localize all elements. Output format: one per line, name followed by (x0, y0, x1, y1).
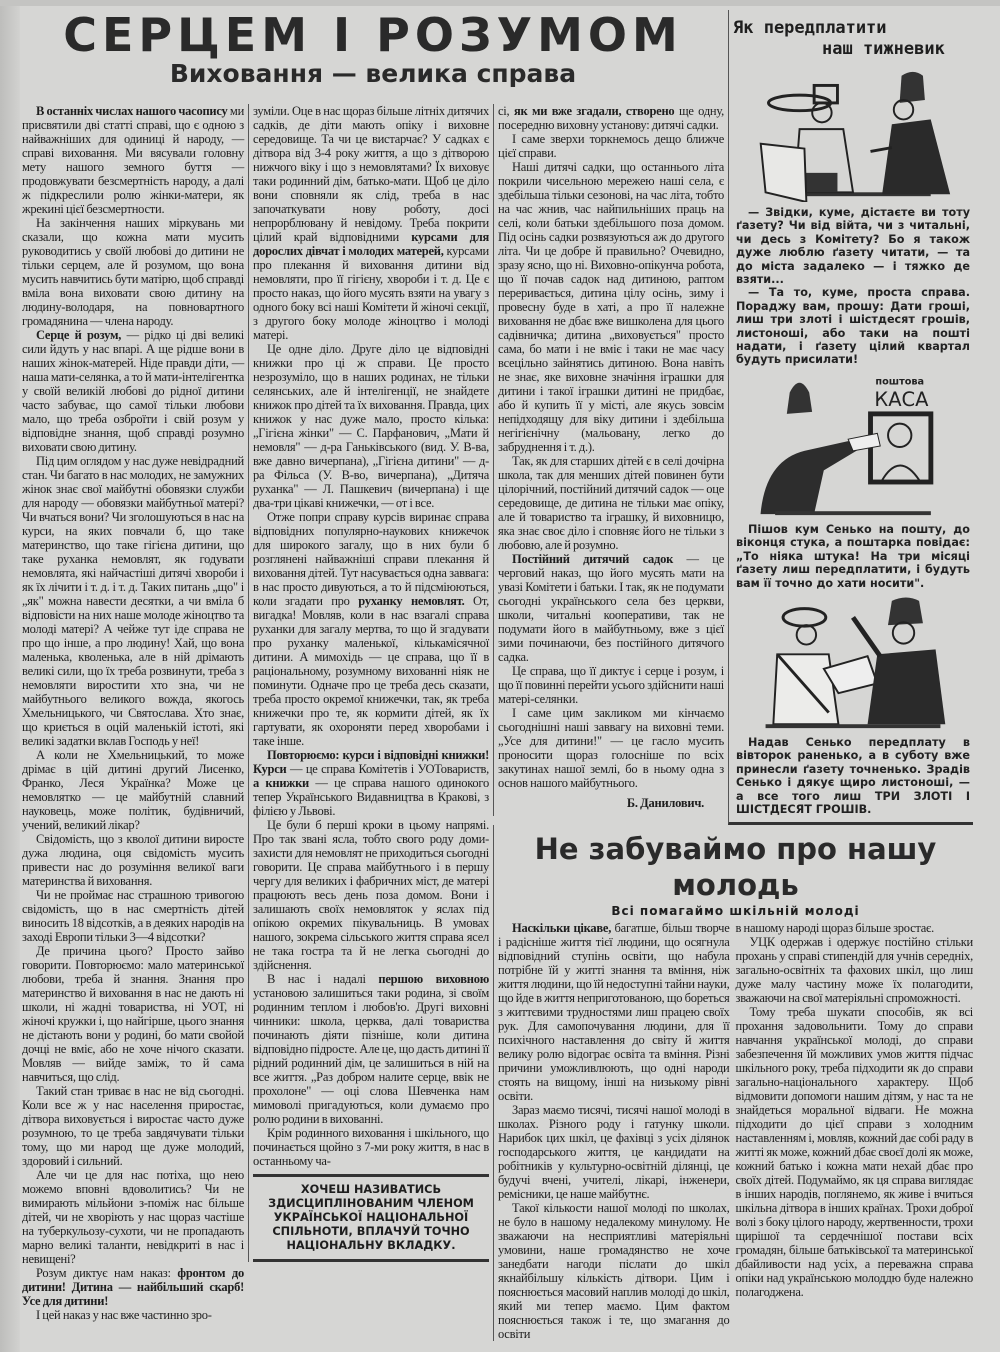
subscription-title-line1: Як передплатити (733, 18, 887, 38)
paragraph (498, 160, 724, 454)
article-header (22, 10, 724, 94)
paragraph-lead: Серце й розум, (36, 327, 122, 342)
paragraph (253, 510, 489, 748)
illustration-post-office-window (753, 373, 953, 519)
paragraph-text: Це були б перші кроки в цьому напрямі. Про так звані ясла, тобто свого роду доми-захисти для немовлят не приходиться сьогодні говорити. Це справа майбутнього і в першу чергу для великих і фабричних міст, де матері працюють весь день поза домом. Вони і залишають своїх немовляток у яслах під опікою окремих пікувальниць. В умовах нашого, зокрема сільського життя справа ясел не така гостра та й не легка сьогодні до здійснення. (253, 817, 489, 972)
paragraph-text: зуміли. Оце в нас щораз більше літніх дитячих садків, де діти мають опіку і виховне середовище. Та чи це вистарчає? У садках є дітвора від 3-4 року життя, а що з дітворою нижчого віку і що з немовлятами? Їх виховує таки родинний дім, батько-мати. Щоб це діло вони сповняли як слід, треба в нас започаткувати нову роботу, досі непрорблювану й невідому. Треба покрити цілий край відповідними (253, 103, 489, 244)
paragraph-text: ще одну, посередню виховну установу: дитячі садки. (498, 103, 724, 132)
paragraph (736, 935, 974, 1005)
article-column-2-wrap (248, 104, 489, 1262)
paragraph-text: Під цим оглядом у нас дуже невідрадний стан. Чи багато в нас молодих, не замужних жінок знає свої майбутні обовязки служби для народу — обовязки майбутньої матері? Чи вчаться вони? Чи зголошуються в нас на курси, на яких повчали б, що таке материнство, що таке гігієна дитини, що таке руханка немовлят, як годувати немовлята, які найчастіші дитячі хвороби і як їх лічити і т. д. і т. д. Таких питань „що" і „як" можна навести десятки, а чи вміла б відповісти на них наше молоде жіноцтво та молоді матері? А чейже тут іде справа не про що інше, а про людину! Хай, що вона маленька, кволенька, але в ній дрімають великі сили, що їх треба розвинути, треба з немовляти виростити хто зна, чи не майбутнього великого вожда, якогось Хмельницького, чи Святослава. Хто знає, що криється в оцій маленькій істоті, які великі задатки вклав Господь у неї! (22, 453, 244, 748)
paragraph (22, 1266, 244, 1308)
article-title: СЕРЦЕМ І РОЗУМОМ (63, 8, 683, 62)
paragraph (22, 944, 244, 1084)
paragraph (498, 664, 724, 706)
illustration-two-men-newspaper (743, 66, 963, 202)
paragraph-text: — це черговий наказ, що його мусять мати на увазі Комітети і батьки. І так, як не подумати сьогодні українського села без церкви, школи, читальні кооперативи, так не подумати його в майбутньому, вже з цієї зими починаючи, без постійного дитячого садка. (498, 551, 724, 664)
national-contribution-notice: ХОЧЕШ НАЗИВАТИСЬ ЗДИСЦИПЛІНОВАНИМ ЧЛЕНОМ УКРАЇНСЬКОЇ НАЦІОНАЛЬНОЇ СПІЛЬНОТИ, ВПЛАЧУЙ ТОЧНО НАЦІОНАЛЬНУ ВКЛАДКУ. (253, 1174, 489, 1262)
paragraph (736, 921, 974, 935)
paragraph-text: Такої кількости нашої молоді по школах, не було в нашому недалекому минулому. Не зважаючи на несприятливі матеріяльні умовини, наше громадянство не хоче занедбати нагоди післати до шкіл якнайбільшу кількість дітвори. Цим і пояснюється масовий наплив молоді до шкіл, який ми тепер маємо. Цим фактом пояснюється також і те, що змагання до освіти (498, 1201, 730, 1342)
paragraph-text: Такий стан триває в нас не від сьогодні. Коли все ж у нас населення приростає, дітвора виховується і виростає часто дуже розумною, то це треба завдячувати тільки тому, що ми народ ще дуже молодий, здоровий і сильний. (22, 1083, 244, 1168)
article2-column-2 (736, 921, 974, 1341)
paragraph (253, 972, 489, 1126)
paragraph-text: Розум диктує нам наказ: (36, 1265, 178, 1280)
author-signature: Б. Данилович. (626, 795, 704, 810)
paragraph-lead: Наскільки цікаве, (512, 921, 612, 936)
paragraph-text: Тому треба шукати способів, як всі прохання задовольнити. Тому до справи навчання української молоді, до справи забезпечення їй можливих умов життя підчас шкільного року, треба підходити як до справи загально-національного характеру. Щоб відмовити допомоги нашим дітям, у нас та не знайдеться моральної відваги. Не можна підходити до цієї справи з холодним наставленням і, мовляв, кожний дає собі раду в житті як може, кожний дбає своєї долі як може, кожний батько і кожна мати нехай дбає про своїх дітей. Подумаймо, як ця справа виглядає в інших народів, поглянемо, як живе і вчиться шкільна дітвора в інших країнах. Трохи доброї волі з боку цілого народу, жертвенности, трохи щирішої та сердечнішої постави всіх громадян, більше батьківської та материнської дбайливости над усіх, а переважна справа опіки над українською молоддю буде належно полагоджена. (735, 1005, 973, 1300)
paragraph-text: сі, (498, 103, 514, 118)
paragraph-emphasis: курсами для дорослих дівчат і молодих матерей, (253, 229, 489, 258)
paragraph (22, 888, 244, 944)
paragraph (736, 1005, 974, 1299)
paragraph-text: Це справа, що її диктує і серце і розум, і що її повинні перейти усього здійснити наші матері-селянки. (498, 663, 724, 706)
paragraph (498, 104, 724, 132)
paragraph-lead: Повторюємо: курси і відповідні книжки! Курси (253, 747, 489, 776)
paragraph-text: в нашому народі щораз більше зростає. (735, 921, 935, 936)
article2 (493, 825, 973, 1341)
paragraph (22, 748, 244, 832)
paragraph-text: установою залишиться таки родина, зі своїм родинним теплом і любов'ю. Другі виховні чинники: школа, церква, далі товариства починають діяти пізніше, коли дитина відповідно підросте. Але це, що дасть дитині її рідний родинний дім, це залишиться в ній на все життя. „Раз добром налите серце, ввік не прохолоне" — оці слова Шевченка нам мимоволі пригадуються, коли думаємо про ролю родини в вихованні. (253, 985, 489, 1126)
paragraph-emphasis: фронтом до дитини! Дитина — найбільший скарб! Усе для дитини! (22, 1265, 244, 1308)
paragraph-text: Крім родинного виховання і шкільного, що починається щойно з 7-ми року життя, в нас в останньому ча- (253, 1125, 489, 1168)
paragraph (22, 1084, 244, 1168)
paragraph (22, 832, 244, 888)
article2-columns (498, 921, 973, 1341)
paragraph (498, 552, 724, 664)
subscription-caption-3 (733, 736, 973, 816)
paragraph-text: багатше, більш творче і радісніше життя тієї людини, що осягнула відповідний ступінь освіти, що набула потрібне їй у житті знання та вміння, ніж життя людини, що їй недоступні тайни науки, що йде в життя неприготованою, що бореться з життєвими трудностями лиш працею своїх рук. Для самопочування людини, для її психічного наставлення до світу й життя велику ролю відограє освіта та вміння. Різні причини уможливлюють, що одні народи стоять на вищому, інші на низькому рівні освіти. (498, 921, 730, 1104)
paragraph-text: Зараз маємо тисячі, тисячі нашої молоді в школах. Різного роду і гатунку школи. Нарибок цих шкіл, це фахівці з усіх ділянок господарського життя, це кандидати на робітників у культурно-освітній ділянці, це будучі вчені, учителі, лікарі, інженери, ремісники, це наше майбутнє. (498, 1103, 730, 1202)
paragraph-emphasis: а книжки (253, 775, 309, 790)
post-sign: КАСА (874, 387, 929, 411)
caption-line: — Та то, куме, проста справа. Пораджу вам, прошу: Дати гроші, лиш три злоті і шістдесят грошів, листоноші, або таки на пошті надати, і ґазету цілий квартал будуть присилати! (736, 286, 970, 367)
paragraph (498, 921, 730, 1103)
paragraph-emphasis: першою виховною (378, 971, 489, 986)
paragraph (253, 342, 489, 510)
paragraph-text: Чи не проймає нас страшною тривогою свідомість, що в нас смертність дітей виносить 18 відсотків, а в деяких народів на заході Европи тільки 3—4 відсотки? (22, 887, 244, 944)
paragraph (498, 454, 724, 552)
paragraph (498, 1103, 730, 1201)
paragraph-lead: В останніх числах нашого часопису (36, 103, 228, 118)
paragraph-text: — рідко ці дві великі сили йдуть у нас впарі. А ще рідше вони в наших жінок-матерей. Ніде правди діти, — наша мати-селянка, а то й мати-інтелігентка у своїй великій любові до рідної дитини часто забуває, що самої тільки любови мало, що треба озброїти і свій розум у відповідне знання, щоб справді розумно виховати свою дитину. (22, 327, 244, 454)
paragraph-text: В нас і надалі (267, 971, 379, 986)
paragraph-text: УЦК одержав і одержує постійно стільки прохань у справі стипендій для учнів середніх, загально-освітніх та фахових шкіл, що лиш дуже малу частину може їх полагодити, зважаючи на свої матеріяльні спроможності. (735, 935, 973, 1006)
paragraph-text: ми присвятили дві статті справі, що є одною з найважніших для одиниці й народу, — справі виховання. Ми вясували головну мету нашого земного буття — продовжувати безсмертність народу, а далі ж підкреслили ролю жінки-матери, як жрекині цієї безсмертности. (22, 103, 245, 216)
article2-column-1 (498, 921, 730, 1341)
subscription-sidebar (728, 10, 973, 825)
article2-title: Не забуваймо про нашу молодь (534, 832, 937, 903)
scan-edge (0, 0, 20, 1352)
paragraph (498, 132, 724, 160)
paragraph-text: Але чи це для нас потіха, що нею можемо вповні вдоволитись? Чи не вимирають мільйони з-поміж нас більше дітей, чи не хворіють у нас щораз частіше на туберкульозу-сухоти, чи не пропадають марно великі таланти, невідкриті в нас і невищені? (22, 1167, 244, 1266)
paragraph-text: І саме цим закликом ми кінчаємо сьогоднішні наші заввагу на виховні теми. „Усе для дитини!" — це гасло мусить проносити щораз голосніше по всіх закутинах нашої землі, бо в ньому одна з основ нашого майбутнього. (498, 705, 724, 790)
caption-line: Пішов кум Сенько на пошту, до віконця стука, а поштарка повідає: „То ніяка штука! На три місяці ґазету лиш передплатити, і будуть вам її точно до хати носити". (736, 522, 970, 590)
caption-line: — Звідки, куме, дістаєте ви тоту ґазету? Чи від війта, чи з читальні, чи десь з Комітету? Бо я також дуже люблю ґазету читати, — та до міста задалеко — і тяжко де взяти... (736, 206, 970, 287)
paragraph-text: Отже попри справу курсів виринає справа відповідних популярно-наукових книжечок для широкого загалу, що в них були б розглянені найважніші справи плекання й виховання дітей. Тут насувається одна заввага: в нас просто дивуються, а то й підсміюються, коли згадати про (253, 509, 489, 608)
paragraph-text: А коли не Хмельницький, то може дрімає в цій дитині другий Лисенко, Франко, Леся Українка? Може це немовлятко — це майбутній славний науковець, може політик, будівничий, учений, великий лікар? (22, 747, 244, 832)
paragraph (253, 748, 489, 818)
paragraph (253, 818, 489, 972)
paragraph (22, 454, 244, 748)
article-column-3 (493, 104, 724, 816)
paragraph (22, 328, 244, 454)
subscription-caption-2 (733, 523, 973, 590)
newspaper-page (22, 0, 1000, 1341)
paragraph (22, 1168, 244, 1266)
article-column-2 (253, 104, 489, 1168)
paragraph (22, 1308, 244, 1322)
paragraph-emphasis: руханку немовлят. (358, 593, 465, 608)
paragraph-text: І цей наказ у нас вже частинно зро- (36, 1307, 212, 1322)
paragraph-text: — це справа Комітетів і УОТовариств, (286, 761, 489, 776)
paragraph (253, 1126, 489, 1168)
paragraph-text: Це одне діло. Друге діло це відповідні книжки про ці ж справи. Це просто незрозуміло, що в наших родинах, не тільки селянських, але й інтелігенції, не знайдете книжок про дітей та їх виховання. Правда, цих книжок у нас дуже мало, просто кілька: „Гігієна жінки" — С. Парфанович, „Мати й немовля" — д-ра Ганьківського (вид. У. В-ва, вже давно вичерпана), „Гігієна дитини" — д-ра Фільса (У. В-во, вичерпана), „Дитяча руханка" — Л. Пашкевич (вичерпана) і ще два-три цікаві книжечки, — от і все. (253, 341, 489, 510)
paragraph-text: На закінчення наших міркувань ми сказали, що кожна мати мусить руководитись у своїй любові до дитини не тільки серцем, але й розумом, що вона мусить навчитись бути матірю, щоб справді вміла вона виховати свою дитину на людину-володаря, на повновартного громадянина — члена народу. (22, 215, 244, 328)
paragraph (22, 216, 244, 328)
paragraph-text: Так, як для старших дітей є в селі дочірна школа, так для менших дітей повинен бути цілорічний, постійний дитячий садок — оце середовище, де дитина не тільки має опіку, але й товариство та іграшку, й виховницю, яка знає своє діло і сповняє його не тільки з любовю, але й розумно. (498, 453, 724, 552)
post-sign-small: поштова (875, 376, 925, 388)
paragraph-text: курсами про плекання й виховання дитини від немовляти, про її гігієну, хвороби і т. д. Це є просто наказ, що його мусять взяти на увагу з одного боку всі наші Комітети й жіночі секції, з другого боку молоде жіноцтво і молоді матері. (253, 243, 490, 342)
article2-subtitle: Всі помагаймо шкільній молоді (611, 904, 860, 919)
paragraph (498, 706, 724, 790)
paragraph-text: — це справа нашого одинокого тепер Українського Видавництва в Кракові, з філією у Львові. (253, 775, 489, 818)
paragraph-text: Свідомість, що з кволої дитини виросте дужа людина, оця свідомість мусить привести нас до розуміння великої ваги материнства й виховання. (22, 831, 244, 888)
paragraph (253, 104, 489, 342)
paragraph (498, 1201, 730, 1341)
paragraph-text: І саме зверхи торкнемось дещо ближче цієї справи. (498, 131, 724, 160)
caption-line: Надав Сенько передплату в вівторок раненько, а в суботу вже принесли ґазету точненько. Зрадів Сенько і дякує щиро листоноші, — а все того лиш ТРИ ЗЛОТІ І ШІСТДЕСЯТ ГРОШІВ. (736, 735, 970, 816)
article-column-1 (22, 104, 244, 1322)
paragraph-lead: Постійний дитячий садок (512, 551, 674, 566)
article-subtitle: Виховання — велика справа (169, 59, 577, 88)
subscription-caption-1 (733, 206, 973, 367)
illustration-postman-delivery (753, 596, 953, 732)
paragraph (22, 104, 244, 216)
paragraph-text: Де причина цього? Просто зайво говорити. Повторюємо: мало материнської любови, треба й знання. Знання про материнство й виховання в нас не дають ні школи, ні жадні товариства, ні УОТ, ні жіночі кружки і, що найгірше, цього знання не дістають вони у родині, бо мати свойой дочці не вміє, або не хоче нічого сказати. Мовляв — вийде заміж, то й сама навчиться, що слід. (22, 943, 244, 1084)
paragraph-emphasis: як ми вже згадали, створено (513, 103, 675, 118)
paragraph-text: Наші дитячі садки, що останнього літа покрили чисельною мережею наші села, є здебільша тільки сезонові, на час літа, тобто на час жнив, час найпильніших праць на селі, коли батьки здебільшого поза домом. Під осінь садки розвязуються аж до другого літа. Чи це добре й правильно? Очевидно, зразу ясно, що ні. Виховно-опікунча робота, що її почав садок над дитиною, раптом переривається, дитина цілу осінь, зиму і провесну буде в хаті, а про її належне виховання не дбає вже вишколена для цього садівничка; дитина „виховується" просто сама, бо мати і не вміє і таки не має часу всецільно зайнятись дитиною. Вона навіть не знає, яке виховне значіння іграшки для дитини і такої іграшки дитині не придбає, або й купить її у місті, але якусь зовсім непідходящу для віку дитини і здебільша негігієнічну (мальовану, легко до забруднення і т. д.). (498, 159, 724, 454)
paragraph-text: От, вигадка! Мовляв, коли в нас взагалі справа руханки для загалу мертва, то що й згадувати про руханку маленької, кількамісячної дитини. А мимохідь — це справа, що її в раціональному, розумному вихованні ніяк не поминути. Одначе про це треба десь сказати, треба просто окремої книжечки, так, як треба книжечки про те, як кормити дітей, як їх гартувати, як охороняти перед хворобами і таке інше. (253, 593, 489, 748)
subscription-title-line2: наш тижневик (822, 39, 945, 59)
